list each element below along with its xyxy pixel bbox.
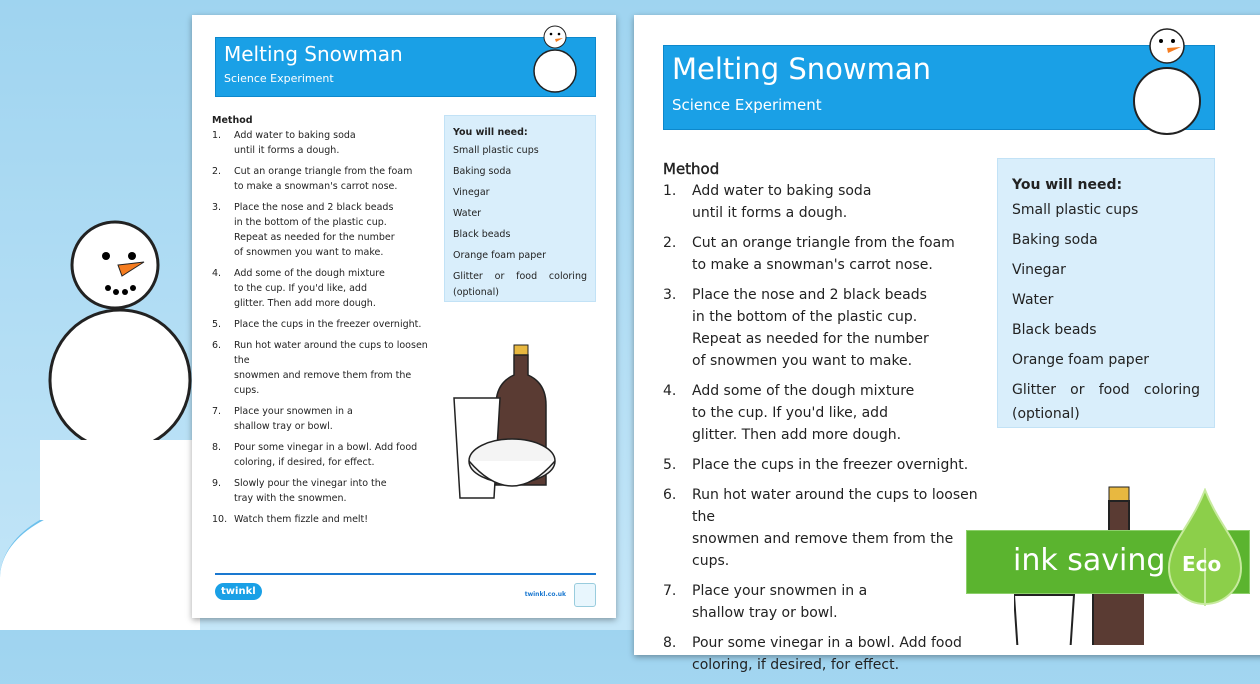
- snowman-icon: [1119, 23, 1219, 145]
- list-item: 7. Place your snowmen in a shallow tray or bowl.: [212, 406, 353, 432]
- material-item: Orange foam paper: [453, 250, 547, 261]
- page-subtitle: Science Experiment: [224, 72, 334, 85]
- list-item: 5. Place the cups in the freezer overnight.: [663, 457, 969, 473]
- list-item: 6. Run hot water around the cups to loosen the snowmen and remove them from the cups.: [663, 487, 978, 569]
- material-item: Small plastic cups: [1012, 202, 1139, 218]
- materials-heading: You will need:: [1012, 177, 1123, 193]
- material-optional: (optional): [453, 287, 499, 298]
- snowman-icon: [525, 23, 595, 103]
- twinkl-logo: twinkl: [215, 583, 262, 600]
- material-item: Black beads: [453, 229, 511, 240]
- material-optional: (optional): [1012, 406, 1080, 422]
- material-item: Orange foam paper: [1012, 352, 1150, 368]
- page-subtitle: Science Experiment: [672, 96, 822, 114]
- eco-badge-label: Eco: [1182, 552, 1222, 576]
- method-heading: Method: [212, 115, 253, 126]
- list-item: 1. Add water to baking soda until it forms a dough.: [212, 130, 356, 156]
- method-heading: Method: [663, 160, 720, 178]
- materials-box: [997, 158, 1215, 428]
- materials-box: [444, 115, 596, 302]
- snowman-illustration: [40, 220, 200, 520]
- page-title: Melting Snowman: [224, 42, 403, 66]
- footer-url: twinkl.co.uk: [524, 591, 566, 598]
- list-item: 2. Cut an orange triangle from the foam to make a snowman's carrot nose.: [663, 235, 955, 273]
- page-title: Melting Snowman: [672, 52, 932, 86]
- material-item: Vinegar: [1012, 262, 1066, 278]
- material-item: Vinegar: [453, 187, 490, 198]
- list-item: 3. Place the nose and 2 black beads in the bottom of the plastic cup. Repeat as needed for the number of snowmen you want to make.: [663, 287, 929, 369]
- method-list: [663, 160, 993, 684]
- materials-heading: You will need:: [453, 127, 528, 138]
- quality-badge-icon: [574, 583, 596, 607]
- material-item: Black beads: [1012, 322, 1097, 338]
- list-item: 9. Slowly pour the vinegar into the tray with the snowmen.: [212, 478, 387, 504]
- materials-illustration: [452, 343, 562, 503]
- method-list: [212, 115, 437, 533]
- list-item: 2. Cut an orange triangle from the foam to make a snowman's carrot nose.: [212, 166, 413, 192]
- material-item: Baking soda: [453, 166, 512, 177]
- worksheet-preview-small: [192, 15, 616, 618]
- list-item: 10. Watch them fizzle and melt!: [212, 514, 369, 525]
- list-item: 4. Add some of the dough mixture to the cup. If you'd like, add glitter. Then add more dough.: [212, 268, 385, 309]
- material-item: Water: [453, 208, 482, 219]
- ink-saving-label: ink saving: [1013, 543, 1166, 578]
- list-item: 7. Place your snowmen in a shallow tray or bowl.: [663, 583, 868, 621]
- list-item: 3. Place the nose and 2 black beads in the bottom of the plastic cup. Repeat as needed for the number of snowmen you want to make.: [212, 202, 395, 258]
- list-item: 8. Pour some vinegar in a bowl. Add food coloring, if desired, for effect.: [212, 442, 418, 468]
- page-footer: [215, 573, 596, 598]
- material-item: Baking soda: [1012, 232, 1098, 248]
- list-item: 6. Run hot water around the cups to loosen the snowmen and remove them from the cups.: [212, 340, 428, 396]
- list-item: 8. Pour some vinegar in a bowl. Add food coloring, if desired, for effect.: [663, 635, 962, 673]
- material-item: Glitter or food coloring: [1012, 382, 1200, 398]
- material-item: Glitter or food coloring: [453, 271, 587, 282]
- list-item: 1. Add water to baking soda until it forms a dough.: [663, 183, 872, 221]
- material-item: Small plastic cups: [453, 145, 539, 156]
- eco-drop-icon: [1165, 488, 1245, 608]
- list-item: 4. Add some of the dough mixture to the cup. If you'd like, add glitter. Then add more dough.: [663, 383, 915, 443]
- list-item: 5. Place the cups in the freezer overnight.: [212, 319, 422, 330]
- material-item: Water: [1012, 292, 1054, 308]
